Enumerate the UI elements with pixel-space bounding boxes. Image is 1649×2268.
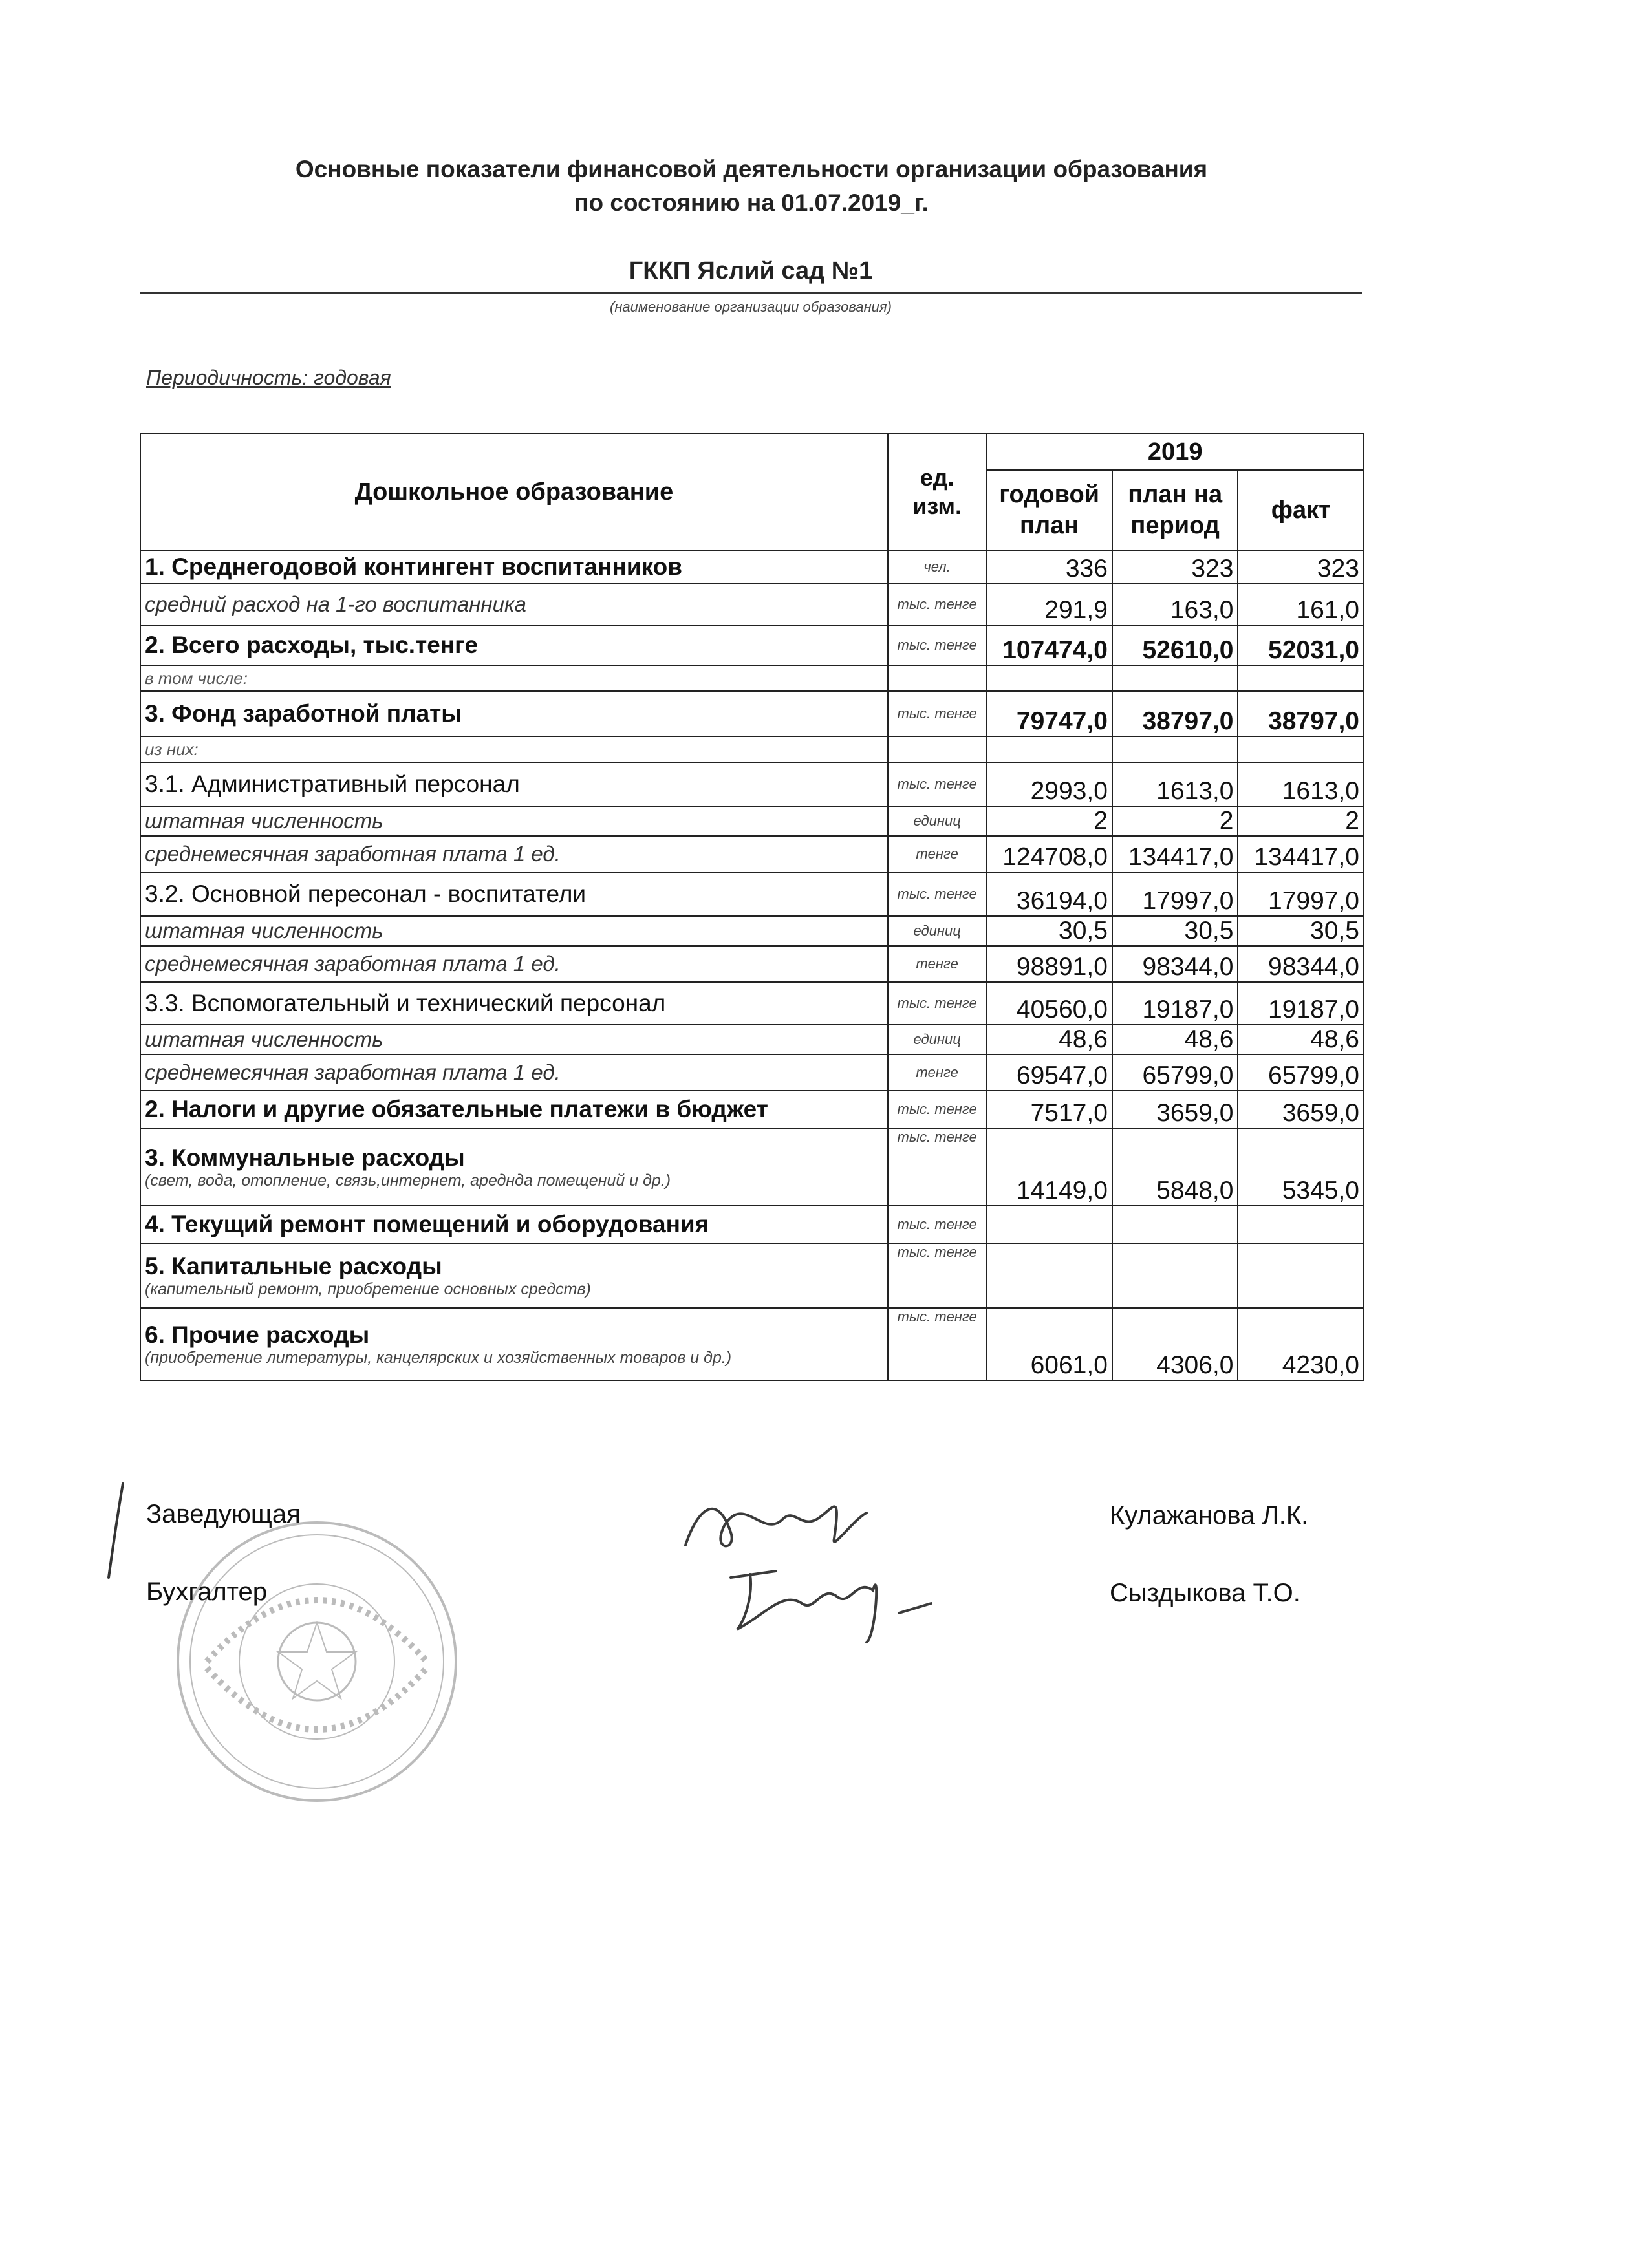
row-value-annual: 6061,0	[986, 1308, 1112, 1380]
row-indicator-label: среднемесячная заработная плата 1 ед.	[145, 952, 561, 976]
row-value-fact: 323	[1238, 550, 1364, 584]
header-period-plan: план на период	[1112, 470, 1238, 550]
row-value-annual	[986, 736, 1112, 762]
row-value-annual: 69547,0	[986, 1054, 1112, 1091]
row-value-fact: 1613,0	[1238, 762, 1364, 806]
row-value-period: 48,6	[1112, 1025, 1238, 1054]
title-line-2: по состоянию на 01.07.2019_г.	[574, 189, 929, 216]
row-value-annual: 14149,0	[986, 1128, 1112, 1206]
header-section: Дошкольное образование	[140, 434, 888, 550]
row-value-fact: 161,0	[1238, 584, 1364, 625]
row-unit: тыс. тенге	[888, 691, 987, 736]
row-value-fact	[1238, 665, 1364, 691]
row-value-period	[1112, 1206, 1238, 1243]
table-row	[140, 1243, 1364, 1308]
row-indicator-label: 1. Среднегодовой контингент воспитанников	[145, 553, 682, 580]
row-unit	[888, 665, 987, 691]
row-value-annual	[986, 1243, 1112, 1308]
row-value-period: 17997,0	[1112, 872, 1238, 916]
table-row	[140, 872, 1364, 916]
official-stamp-icon	[168, 1513, 466, 1810]
periodicity-label: Периодичность: годовая	[146, 366, 391, 389]
table-row	[140, 836, 1364, 872]
row-indicator-name	[140, 982, 888, 1025]
row-value-annual	[986, 665, 1112, 691]
row-unit: чел.	[888, 550, 987, 584]
row-value-annual: 98891,0	[986, 946, 1112, 982]
table-row	[140, 1091, 1364, 1128]
row-indicator-label: штатная численность	[145, 919, 383, 943]
row-indicator-label: штатная численность	[145, 1027, 383, 1051]
table-row	[140, 1025, 1364, 1054]
row-value-annual: 7517,0	[986, 1091, 1112, 1128]
row-value-period: 3659,0	[1112, 1091, 1238, 1128]
table-row	[140, 982, 1364, 1025]
row-indicator-label: 3. Коммунальные расходы	[145, 1144, 465, 1171]
table-row	[140, 1308, 1364, 1380]
row-indicator-note: (свет, вода, отопление, связь,интернет, ареднда помещений и др.)	[145, 1171, 671, 1190]
header-fact: факт	[1238, 470, 1364, 550]
row-unit: тыс. тенге	[888, 1091, 987, 1128]
row-indicator-label: 5. Капитальные расходы	[145, 1252, 442, 1279]
row-value-fact: 17997,0	[1238, 872, 1364, 916]
row-value-period: 163,0	[1112, 584, 1238, 625]
row-value-annual: 124708,0	[986, 836, 1112, 872]
row-indicator-label: 3.2. Основной пересонал - воспитатели	[145, 881, 587, 907]
organization-caption: (наименование организации образования)	[610, 299, 892, 315]
row-unit: тыс. тенге	[888, 872, 987, 916]
row-value-annual: 107474,0	[986, 625, 1112, 665]
row-indicator-name	[140, 1054, 888, 1091]
title-line-1: Основные показатели финансовой деятельности организации образования	[295, 156, 1208, 182]
row-unit: единиц	[888, 1025, 987, 1054]
row-indicator-label: 4. Текущий ремонт помещений и оборудования	[145, 1211, 709, 1237]
row-value-period: 323	[1112, 550, 1238, 584]
row-value-period: 98344,0	[1112, 946, 1238, 982]
row-unit: тыс. тенге	[888, 762, 987, 806]
row-indicator-name	[140, 946, 888, 982]
table-row	[140, 691, 1364, 736]
row-value-annual: 40560,0	[986, 982, 1112, 1025]
document-title	[0, 153, 1503, 220]
row-value-annual: 291,9	[986, 584, 1112, 625]
head-name: Кулажанова Л.К.	[1110, 1501, 1309, 1530]
margin-pen-mark-icon	[103, 1481, 129, 1584]
row-indicator-name	[140, 550, 888, 584]
row-indicator-label: из них:	[145, 739, 199, 759]
row-indicator-name	[140, 836, 888, 872]
accountant-name: Сыздыкова Т.О.	[1110, 1579, 1300, 1607]
row-unit: тыс. тенге	[888, 1128, 987, 1206]
row-value-period	[1112, 736, 1238, 762]
row-indicator-name	[140, 1128, 888, 1206]
row-value-fact: 48,6	[1238, 1025, 1364, 1054]
row-value-fact: 4230,0	[1238, 1308, 1364, 1380]
row-value-annual: 48,6	[986, 1025, 1112, 1054]
row-indicator-name	[140, 665, 888, 691]
row-value-period: 19187,0	[1112, 982, 1238, 1025]
row-unit: тенге	[888, 946, 987, 982]
signature-accountant-icon	[724, 1552, 944, 1649]
row-value-fact: 65799,0	[1238, 1054, 1364, 1091]
row-unit: тыс. тенге	[888, 625, 987, 665]
financial-indicators-table	[140, 433, 1364, 1381]
row-value-annual: 36194,0	[986, 872, 1112, 916]
table-row	[140, 1206, 1364, 1243]
row-value-period: 38797,0	[1112, 691, 1238, 736]
row-unit: тыс. тенге	[888, 982, 987, 1025]
table-row	[140, 584, 1364, 625]
row-indicator-label: 2. Налоги и другие обязательные платежи в бюджет	[145, 1096, 768, 1122]
row-value-fact: 19187,0	[1238, 982, 1364, 1025]
organization-underline	[140, 292, 1362, 294]
table-row	[140, 1054, 1364, 1091]
row-value-annual: 336	[986, 550, 1112, 584]
row-indicator-name	[140, 691, 888, 736]
row-indicator-name	[140, 1091, 888, 1128]
row-indicator-name	[140, 584, 888, 625]
row-value-period: 30,5	[1112, 916, 1238, 946]
row-indicator-label: средний расход на 1-го воспитанника	[145, 592, 526, 616]
table-row	[140, 916, 1364, 946]
row-unit: тыс. тенге	[888, 1308, 987, 1380]
row-indicator-label: в том числе:	[145, 668, 248, 688]
row-value-fact: 52031,0	[1238, 625, 1364, 665]
table-row	[140, 550, 1364, 584]
row-indicator-label: 3. Фонд заработной платы	[145, 700, 462, 727]
row-indicator-note: (приобретение литературы, канцелярских и хозяйственных товаров и др.)	[145, 1348, 732, 1367]
row-indicator-label: штатная численность	[145, 809, 383, 833]
row-value-period: 134417,0	[1112, 836, 1238, 872]
row-value-period	[1112, 665, 1238, 691]
row-value-period	[1112, 1243, 1238, 1308]
accountant-label: Бухгалтер	[146, 1578, 268, 1606]
table-row	[140, 736, 1364, 762]
row-unit: тыс. тенге	[888, 584, 987, 625]
row-value-period: 1613,0	[1112, 762, 1238, 806]
row-value-period: 5848,0	[1112, 1128, 1238, 1206]
row-indicator-name	[140, 872, 888, 916]
row-indicator-note: (капительный ремонт, приобретение основных средств)	[145, 1279, 591, 1298]
row-value-annual: 30,5	[986, 916, 1112, 946]
row-value-period: 4306,0	[1112, 1308, 1238, 1380]
row-value-annual	[986, 1206, 1112, 1243]
row-value-fact: 38797,0	[1238, 691, 1364, 736]
row-indicator-label: среднемесячная заработная плата 1 ед.	[145, 842, 561, 866]
row-value-fact: 134417,0	[1238, 836, 1364, 872]
row-value-annual: 2	[986, 806, 1112, 836]
row-unit: тенге	[888, 1054, 987, 1091]
row-unit: тенге	[888, 836, 987, 872]
row-indicator-name	[140, 625, 888, 665]
row-value-fact: 98344,0	[1238, 946, 1364, 982]
table-row	[140, 946, 1364, 982]
table-body	[140, 550, 1364, 1380]
row-indicator-label: среднемесячная заработная плата 1 ед.	[145, 1060, 561, 1084]
row-indicator-name	[140, 736, 888, 762]
table-row	[140, 806, 1364, 836]
row-value-fact: 5345,0	[1238, 1128, 1364, 1206]
row-indicator-name	[140, 806, 888, 836]
row-indicator-name	[140, 1243, 888, 1308]
row-value-fact	[1238, 1206, 1364, 1243]
row-indicator-label: 2. Всего расходы, тыс.тенге	[145, 632, 479, 658]
row-indicator-name	[140, 1025, 888, 1054]
row-unit	[888, 736, 987, 762]
row-value-fact	[1238, 736, 1364, 762]
row-indicator-label: 3.1. Административный персонал	[145, 771, 520, 797]
header-year: 2019	[986, 434, 1364, 470]
row-indicator-label: 3.3. Вспомогательный и технический персонал	[145, 990, 666, 1016]
organization-name: ГККП Яслий сад №1	[629, 257, 873, 284]
row-value-period: 52610,0	[1112, 625, 1238, 665]
row-indicator-name	[140, 762, 888, 806]
row-value-annual: 2993,0	[986, 762, 1112, 806]
row-unit: единиц	[888, 916, 987, 946]
row-unit: тыс. тенге	[888, 1206, 987, 1243]
row-indicator-name	[140, 1206, 888, 1243]
row-unit: единиц	[888, 806, 987, 836]
head-label: Заведующая	[146, 1500, 301, 1528]
table-row	[140, 1128, 1364, 1206]
table-row	[140, 625, 1364, 665]
row-value-period: 65799,0	[1112, 1054, 1238, 1091]
row-indicator-name	[140, 916, 888, 946]
header-unit: ед. изм.	[888, 434, 987, 550]
row-value-fact: 2	[1238, 806, 1364, 836]
row-value-fact: 30,5	[1238, 916, 1364, 946]
header-annual-plan: годовой план	[986, 470, 1112, 550]
row-value-fact	[1238, 1243, 1364, 1308]
table-row	[140, 665, 1364, 691]
row-value-annual: 79747,0	[986, 691, 1112, 736]
table-row	[140, 762, 1364, 806]
row-indicator-label: 6. Прочие расходы	[145, 1321, 370, 1348]
row-indicator-name	[140, 1308, 888, 1380]
row-value-fact: 3659,0	[1238, 1091, 1364, 1128]
row-value-period: 2	[1112, 806, 1238, 836]
row-unit: тыс. тенге	[888, 1243, 987, 1308]
